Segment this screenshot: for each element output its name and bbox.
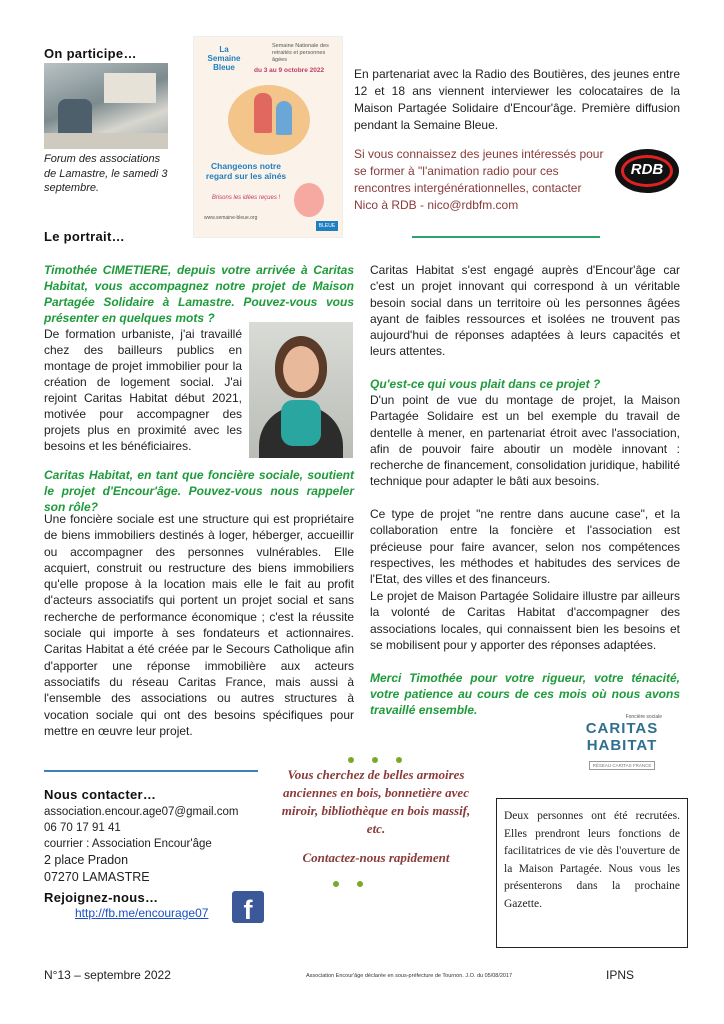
section-title-contact: Nous contacter…: [44, 787, 157, 802]
contact-mail-label: courrier : Association Encour'âge: [44, 838, 212, 850]
poster-board: [104, 73, 156, 103]
caritas-logo-top: Foncière sociale: [625, 714, 662, 720]
interview-answer-1: De formation urbaniste, j'ai travaillé chez des bailleurs publics en montage de projet immobilier pour la création de logement social. J'ai rejoint Caritas Habitat début 2021, motivée pour accompagner des projets plus en proximité avec les besoins et les bénéficiaires.: [44, 327, 242, 453]
caritas-logo-bottom: RÉSEAU CARITAS FRANCE: [589, 761, 656, 770]
legal-notice: Association Encour'âge déclarée en sous-préfecture de Tournon. J.O. du 05/08/2017: [306, 973, 513, 979]
contact-divider: [44, 770, 258, 772]
interview-answer-2: Une foncière sociale est une structure qui est propriétaire de biens immobiliers destinés à loger, héberger, accueillir ou accompagner des personnes vulnérables. Elle acquiert, construit ou restructure des biens immobiliers qu'elle propose à la location mais elle le fait au profit d'acteurs associatifs qui portent un projet social et sans recherche de performance économique ; c'est la réussite sociale qui importe à ses fondateurs et actionnaires. Caritas Habitat a été créée par le Secours Catholique afin d'apporter une réponse immobilière aux acteurs associatifs du réseau Caritas France, mais aussi à l'ensemble des associations ou autres structures à vocation sociale qui ont des besoins spécifiques pour mettre en œuvre leur projet.: [44, 512, 354, 738]
ipns-label: IPNS: [606, 968, 635, 982]
interview-question-1: Timothée CIMETIERE, depuis votre arrivée à Caritas Habitat, vous accompagnez notre projet de Maison Partagée Solidaire à Lamastre. Pouvez-vous vous présenter en quelques mots ?: [44, 263, 354, 325]
issue-number: N°13 – septembre 2022: [44, 968, 171, 982]
wanted-cta: Contactez-nous rapidement: [302, 850, 450, 865]
portrait-photo: [249, 322, 353, 458]
forum-caption: Forum des associations de Lamastre, le samedi 3 septembre.: [44, 153, 168, 194]
interview-answer-4: Ce type de projet "ne rentre dans aucune case", et la collaboration entre la foncière et l'association est précieuse pour faire avancer, selon nos compétences respectives, les méthodes et habitudes des services de l'Etat, des villes et des financeurs.: [370, 507, 680, 587]
rdb-logo: [615, 149, 679, 193]
section-divider: [412, 236, 600, 238]
contact-email[interactable]: association.encour.age07@gmail.com: [44, 806, 239, 818]
interview-question-2: Caritas Habitat, en tant que foncière sociale, soutient le projet d'Encour'âge. Pouvez-vous nous rappeler son rôle?: [44, 468, 354, 514]
facebook-icon[interactable]: f: [232, 891, 264, 923]
scarf: [281, 400, 321, 446]
forum-photo: [44, 63, 168, 149]
poster-brand-1: La: [219, 45, 229, 54]
contact-street: 2 place Pradon: [44, 853, 129, 867]
poster-brand-2: Semaine: [207, 54, 241, 63]
section-title-on-participe: On participe…: [44, 46, 137, 61]
poster-child: [294, 183, 324, 217]
poster-sub: Brisons les idées reçues !: [211, 195, 281, 201]
poster-brand-3: Bleue: [213, 63, 235, 72]
contact-city: 07270 LAMASTRE: [44, 870, 150, 884]
rdb-logo-text: RDB: [630, 161, 664, 178]
dots-bottom: [300, 874, 396, 892]
radio-paragraph: En partenariat avec la Radio des Boutières, des jeunes entre 12 et 18 ans viennent interviewer les colocataires de la Maison Partagée Solidaire d'Encour'âge. Première diffusion pendant la Semaine Bleue.: [354, 67, 680, 132]
radio-contact-paragraph: Si vous connaissez des jeunes intéressés pour se former à "l'animation radio pour ces rencontres intergénérationnelles, contacter Nico à RDB - nico@rdbfm.com: [354, 147, 604, 212]
caritas-logo-line1: CARITAS: [585, 720, 659, 737]
caritas-logo-line2: HABITAT: [586, 737, 658, 754]
interview-question-3: Qu'est-ce qui vous plait dans ce projet ?: [370, 377, 601, 391]
poster-dates: du 3 au 9 octobre 2022: [254, 67, 325, 74]
section-title-portrait: Le portrait…: [44, 229, 125, 244]
poster-badge: BLEUE: [316, 221, 338, 231]
contact-phone: 06 70 17 91 41: [44, 822, 121, 834]
wanted-furniture-text: Vous cherchez de belles armoires anciennes en bois, bonnetière avec miroir, bibliothèque en bois massif, etc.: [281, 767, 471, 836]
poster-url: www.semaine-bleue.org: [204, 215, 258, 221]
section-title-join: Rejoignez-nous…: [44, 890, 159, 905]
poster-tagline: Semaine Nationale des retraités et personnes âgées: [272, 43, 329, 63]
semaine-bleue-poster: [193, 36, 343, 238]
interview-answer-3: D'un point de vue du montage de projet, la Maison Partagée Solidaire est un bel exemple du travail de dentelle à mener, en partenariat étroit avec l'association, afin de pouvoir faire aboutir un modèle innovant : recherche de financement, consolidation juridique, habilité technique pour adapter le bâti aux besoins.: [370, 393, 680, 489]
interview-thanks: Merci Timothée pour votre rigueur, votre ténacité, votre patience au cours de ces mois où nous avons travaillé ensemble.: [370, 671, 680, 717]
face: [283, 346, 319, 392]
poster-figure: [276, 101, 292, 135]
caritas-habitat-logo: [582, 714, 662, 774]
table: [44, 133, 168, 149]
poster-slogan: Changeons notre regard sur les aînés: [205, 161, 287, 181]
poster-figure: [254, 93, 272, 133]
caritas-commitment-paragraph: Caritas Habitat s'est engagé auprès d'Encour'âge car c'est un projet innovant qui correspond à un véritable besoin social dans un territoire où les personnes âgées ayant de faibles ressources et isolées ne trouvent pas aujourd'hui de réponses adaptées à leurs capacités et leurs attentes.: [370, 263, 680, 359]
recruitment-box: [496, 798, 688, 948]
interview-answer-5: Le projet de Maison Partagée Solidaire illustre par ailleurs la volonté de Caritas Habitat d'accompagner des associations locales, qui connaissent bien les besoins et se mobilisent pour y apporter des réponses adaptées.: [370, 589, 680, 652]
facebook-link[interactable]: http://fb.me/encourage07: [75, 906, 209, 920]
recruitment-text: Deux personnes ont été recrutées. Elles prendront leurs fonctions de facilitatrices de vie dès l'ouverture de la Maison Partagée. Nous vous les présenterons dans la prochaine Gazette.: [504, 810, 680, 910]
